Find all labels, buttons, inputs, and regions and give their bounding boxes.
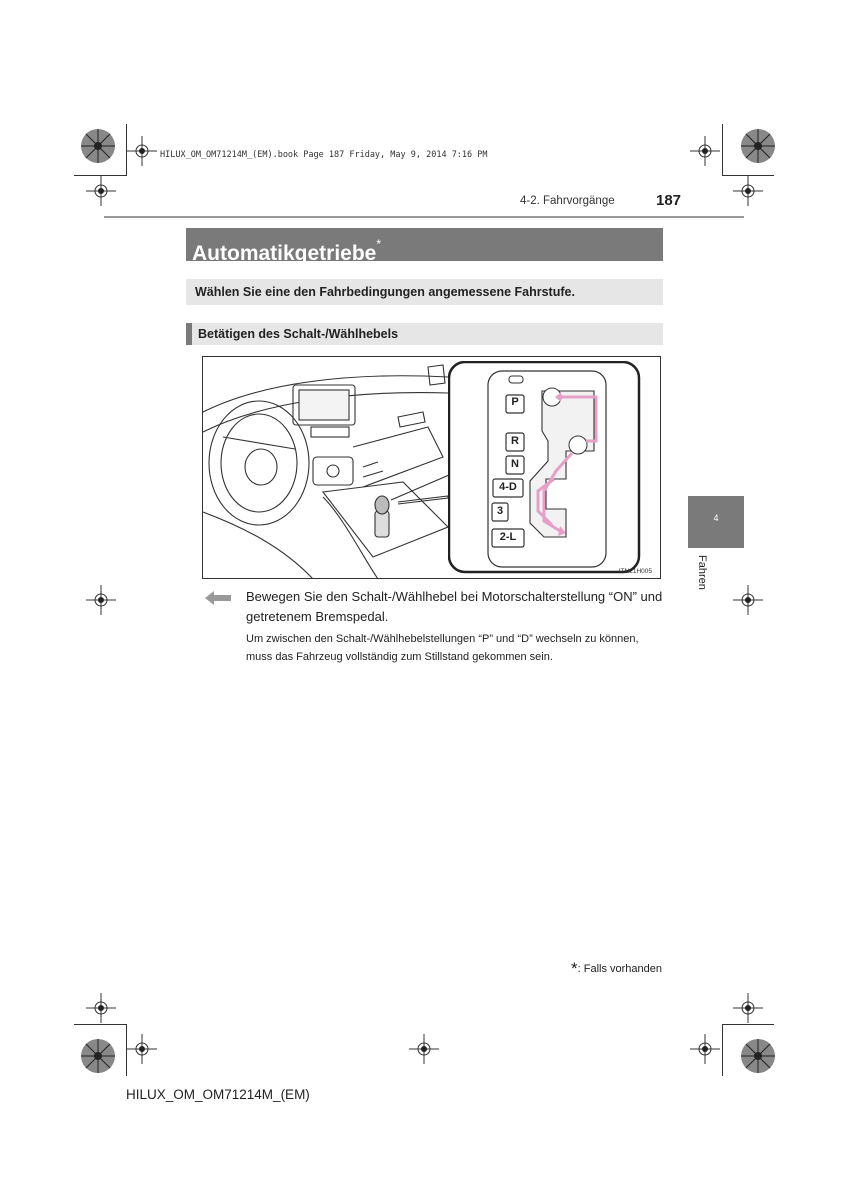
figure-code: ITN21H005 bbox=[618, 568, 652, 575]
crosshair-mark-icon bbox=[409, 1034, 439, 1064]
shift-lever-figure bbox=[202, 356, 661, 579]
registration-rosette-icon bbox=[740, 128, 776, 164]
gear-label: R bbox=[511, 435, 519, 447]
header-divider bbox=[104, 216, 744, 218]
crop-mark bbox=[74, 1024, 126, 1025]
registration-rosette-icon bbox=[740, 1038, 776, 1074]
lead-statement: Wählen Sie eine den Fahrbedingungen angemessene Fahrstufe. bbox=[186, 279, 663, 305]
footnote-mark: * bbox=[571, 959, 578, 978]
crosshair-mark-icon bbox=[733, 176, 763, 206]
section-reference: 4-2. Fahrvorgänge bbox=[520, 195, 615, 207]
instruction-step: Bewegen Sie den Schalt-/Wählhebel bei Motorschalterstellung “ON” und getretenem Bremspedal. bbox=[246, 589, 663, 624]
registration-rosette-icon bbox=[80, 1038, 116, 1074]
gear-label: 4-D bbox=[499, 481, 517, 493]
page-number: 187 bbox=[656, 192, 682, 209]
chapter-label: Fahren bbox=[696, 555, 708, 590]
instruction-note: Um zwischen den Schalt-/Wählhebelstellungen “P” und “D” wechseln zu können, muss das Fahrzeug vollständig zum Stillstand gekommen sein. bbox=[246, 633, 639, 663]
gear-label: N bbox=[511, 458, 519, 470]
footnote bbox=[571, 959, 662, 979]
chapter-tab: 4 bbox=[688, 496, 744, 548]
crosshair-mark-icon bbox=[690, 136, 720, 166]
gear-label: 2-L bbox=[499, 531, 517, 543]
title-footnote-mark: * bbox=[376, 237, 382, 251]
crop-mark bbox=[722, 1024, 723, 1076]
print-info-line: HILUX_OM_OM71214M_(EM).book Page 187 Friday, May 9, 2014 7:16 PM bbox=[160, 150, 488, 160]
footnote-text: : Falls vorhanden bbox=[577, 963, 663, 975]
left-arrow-icon bbox=[205, 591, 231, 605]
gear-label: 3 bbox=[496, 505, 504, 517]
shift-gate-diagram bbox=[448, 361, 648, 577]
subheading: Betätigen des Schalt-/Wählhebels bbox=[186, 323, 663, 345]
crosshair-mark-icon bbox=[690, 1034, 720, 1064]
page-title-text: Automatikgetriebe bbox=[192, 242, 377, 265]
crosshair-mark-icon bbox=[127, 136, 157, 166]
registration-rosette-icon bbox=[80, 128, 116, 164]
gear-label: P bbox=[511, 396, 519, 408]
crosshair-mark-icon bbox=[127, 1034, 157, 1064]
crop-mark bbox=[722, 124, 723, 176]
document-footer: HILUX_OM_OM71214M_(EM) bbox=[126, 1087, 310, 1102]
crosshair-mark-icon bbox=[86, 176, 116, 206]
crosshair-mark-icon bbox=[86, 585, 116, 615]
crosshair-mark-icon bbox=[733, 585, 763, 615]
crop-mark bbox=[722, 1024, 774, 1025]
crosshair-mark-icon bbox=[733, 993, 763, 1023]
crosshair-mark-icon bbox=[86, 993, 116, 1023]
page-title bbox=[186, 228, 663, 265]
